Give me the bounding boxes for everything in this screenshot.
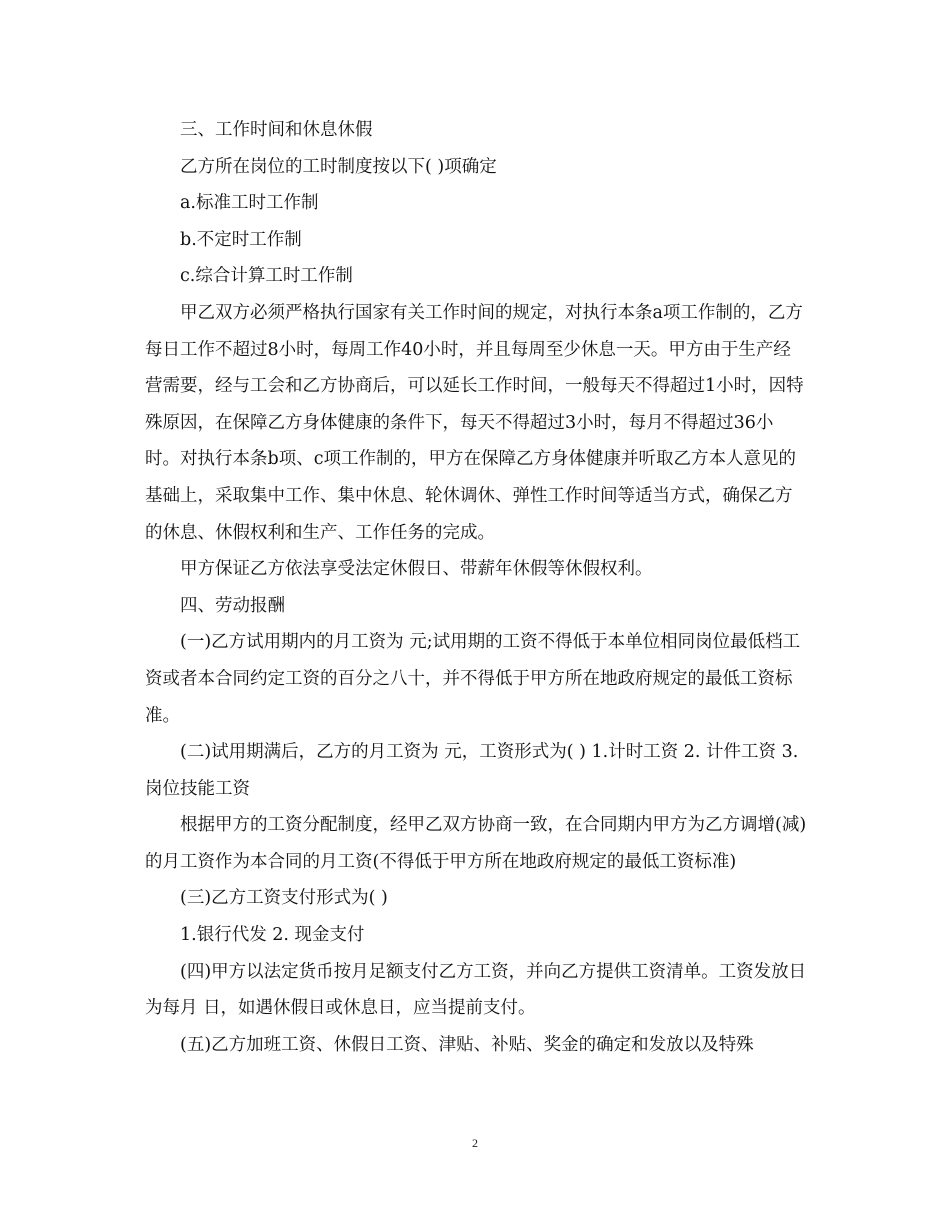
paragraph-working-time-rules: 甲乙双方必须严格执行国家有关工作时间的规定，对执行本条a项工作制的，乙方每日工作不超过8小时，每周工作40小时，并且每周至少休息一天。甲方由于生产经营需要，经与工会和乙方协商后，可以延长工作时间，一般每天不得超过1小时，因特殊原因，在保障乙方身体健康的条件下，每天不得超过3小时，每月不得超过36小时。对执行本条b项、c项工作制的，甲方在保障乙方身体健康并听取乙方本人意见的基础上，采取集中工作、集中休息、轮休调休、弹性工作时间等适当方式，确保乙方的休息、休假权利和生产、工作任务的完成。 bbox=[145, 302, 804, 543]
section-heading-work-hours: 三、工作时间和休息休假 bbox=[180, 120, 373, 140]
option-a: a.标准工时工作制 bbox=[180, 193, 319, 214]
document-body bbox=[145, 112, 807, 1063]
paragraph-payment-form: (三)乙方工资支付形式为( ) bbox=[180, 888, 388, 909]
section-heading-remuneration: 四、劳动报酬 bbox=[180, 595, 285, 616]
paragraph-overtime-pay: (五)乙方加班工资、休假日工资、津贴、补贴、奖金的确定和发放以及特殊 bbox=[180, 1034, 754, 1055]
payment-options: 1.银行代发 2. 现金支付 bbox=[180, 925, 365, 946]
paragraph-payment-schedule: (四)甲方以法定货币按月足额支付乙方工资，并向乙方提供工资清单。工资发放日为每月 日，如遇休假日或休息日，应当提前支付。 bbox=[145, 961, 807, 1019]
paragraph-work-hour-system: 乙方所在岗位的工时制度按以下( )项确定 bbox=[180, 156, 497, 177]
paragraph-holiday-rights: 甲方保证乙方依法享受法定休假日、带薪年休假等休假权利。 bbox=[180, 559, 653, 580]
page-number: 2 bbox=[472, 1136, 478, 1150]
paragraph-post-probation-wage: (二)试用期满后，乙方的月工资为 元，工资形式为( ) 1.计时工资 2. 计件工资 3. 岗位技能工资 bbox=[145, 742, 799, 799]
paragraph-wage-adjustment: 根据甲方的工资分配制度，经甲乙双方协商一致，在合同期内甲方为乙方调增(减)的月工资作为本合同的月工资(不得低于甲方所在地政府规定的最低工资标准) bbox=[145, 815, 807, 872]
option-c: c.综合计算工时工作制 bbox=[180, 266, 353, 287]
paragraph-probation-wage: (一)乙方试用期内的月工资为 元;试用期的工资不得低于本单位相同岗位最低档工资或者本合同约定工资的百分之八十，并不得低于甲方所在地政府规定的最低工资标准。 bbox=[145, 632, 801, 726]
option-b: b.不定时工作制 bbox=[180, 229, 302, 250]
